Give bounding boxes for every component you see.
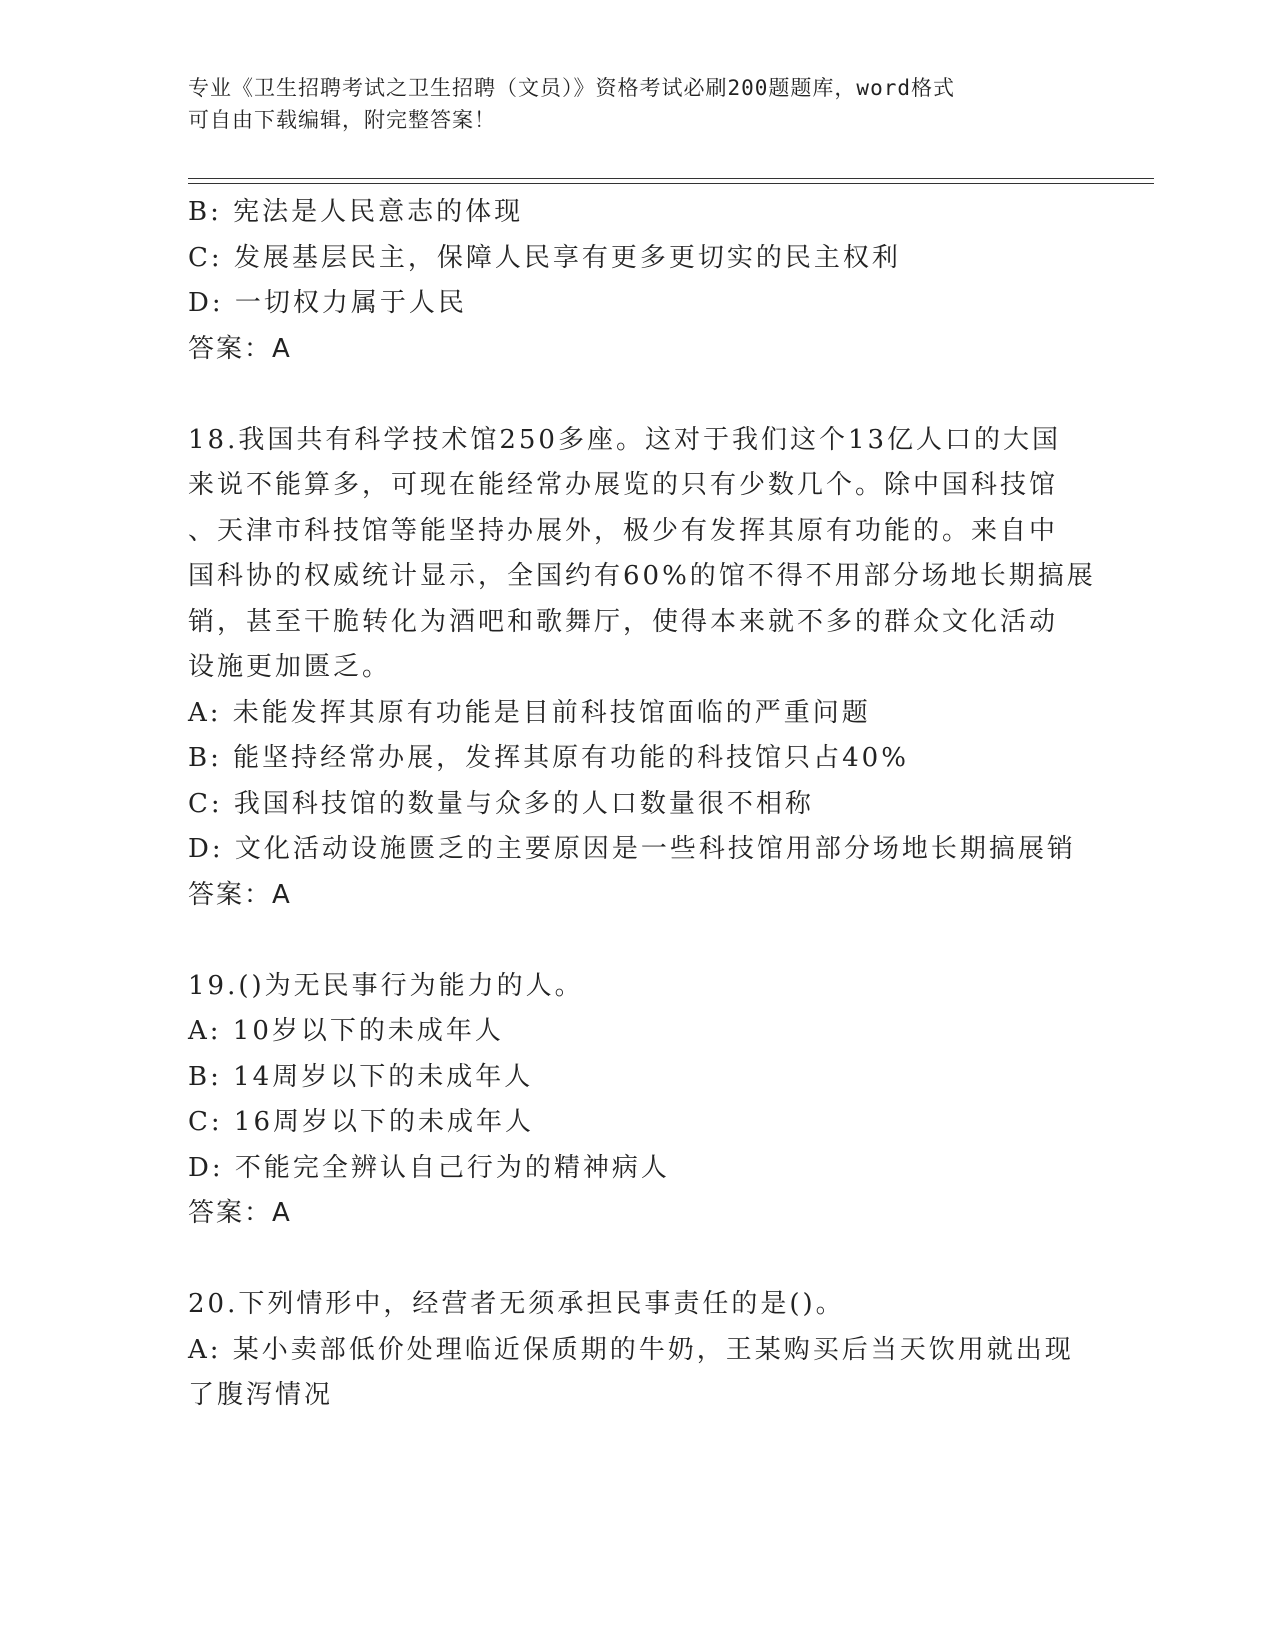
option-b: B: 能坚持经常办展，发挥其原有功能的科技馆只占40% — [188, 743, 909, 773]
question-stem: 20.下列情形中，经营者无须承担民事责任的是()。 — [188, 1289, 845, 1319]
header-line-1: 专业《卫生招聘考试之卫生招聘（文员）》资格考试必刷200题题库，word格式 — [188, 76, 955, 100]
question-20 — [188, 1282, 1088, 1419]
spacer — [188, 1237, 1088, 1283]
answer: 答案：A — [188, 879, 292, 910]
option-b: B: 宪法是人民意志的体现 — [188, 197, 524, 227]
option-a-continued: 了腹泻情况 — [188, 1380, 334, 1410]
answer: 答案：A — [188, 1198, 292, 1228]
option-d: D: 文化活动设施匮乏的主要原因是一些科技馆用部分场地长期搞展销 — [188, 834, 1076, 864]
option-c: C: 发展基层民主，保障人民享有更多更切实的民主权利 — [188, 242, 901, 273]
option-b: B: 14周岁以下的未成年人 — [188, 1061, 534, 1092]
header-divider-bottom — [188, 183, 1154, 184]
answer: 答案：A — [188, 333, 292, 364]
option-a: A: 未能发挥其原有功能是目前科技馆面临的严重问题 — [188, 697, 871, 728]
question-19 — [188, 964, 1088, 1237]
spacer — [188, 918, 1088, 964]
header-line-2: 可自由下载编辑，附完整答案！ — [188, 108, 496, 132]
question-list — [188, 190, 1096, 1419]
question-stem: 19.()为无民事行为能力的人。 — [188, 970, 584, 1001]
question-stem-line: 销，甚至干脆转化为酒吧和歌舞厅，使得本来就不多的群众文化活动 — [188, 606, 1059, 637]
document-header — [188, 72, 1068, 136]
question-stem-line: 来说不能算多，可现在能经常办展览的只有少数几个。除中国科技馆 — [188, 470, 1059, 500]
question-stem-line: 国科协的权威统计显示，全国约有60%的馆不得不用部分场地长期搞展 — [188, 561, 1096, 591]
option-a: A: 某小卖部低价处理临近保质期的牛奶，王某购买后当天饮用就出现 — [188, 1334, 1074, 1365]
question-18 — [188, 418, 1096, 919]
option-c: C: 我国科技馆的数量与众多的人口数量很不相称 — [188, 788, 814, 819]
option-a: A: 10岁以下的未成年人 — [188, 1016, 504, 1046]
question-17 — [188, 190, 1088, 372]
question-stem-line: 18.我国共有科学技术馆250多座。这对于我们这个13亿人口的大国 — [188, 424, 1062, 455]
option-c: C: 16周岁以下的未成年人 — [188, 1107, 535, 1137]
option-d: D: 一切权力属于人民 — [188, 288, 467, 318]
option-d: D: 不能完全辨认自己行为的精神病人 — [188, 1152, 670, 1183]
header-divider-top — [188, 178, 1154, 179]
spacer — [188, 372, 1088, 418]
question-stem-line: 设施更加匮乏。 — [188, 652, 392, 682]
question-stem-line: 、天津市科技馆等能坚持办展外，极少有发挥其原有功能的。来自中 — [188, 515, 1059, 546]
